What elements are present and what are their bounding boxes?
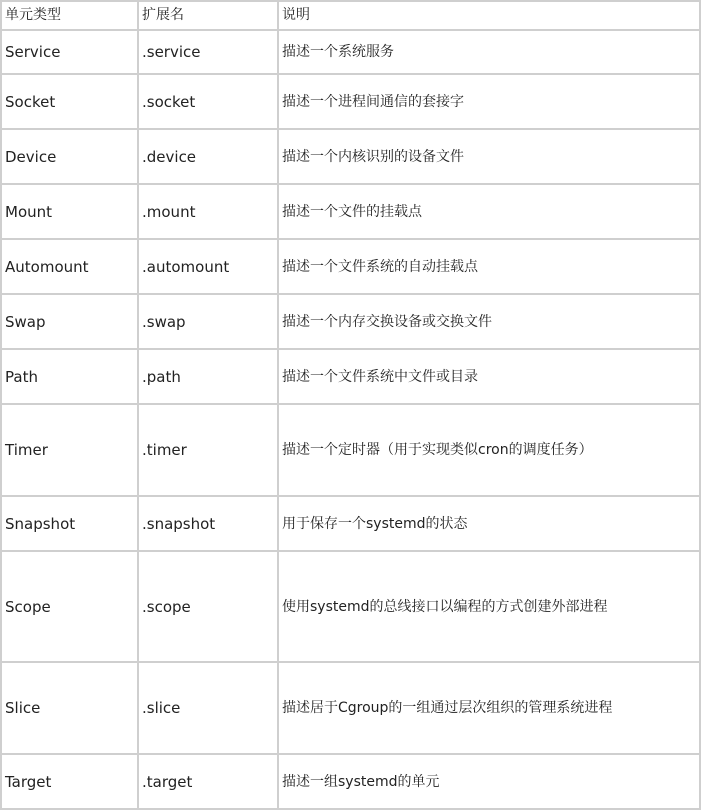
description-cell: 描述一组systemd的单元 (278, 754, 700, 809)
table-row (1, 129, 700, 184)
table-header-row (1, 1, 700, 30)
unit-type-cell: Snapshot (1, 496, 138, 551)
extension-cell: .socket (138, 74, 278, 129)
unit-type-cell: Device (1, 129, 138, 184)
description-cell: 描述一个系统服务 (278, 30, 700, 74)
description-cell: 描述一个文件的挂载点 (278, 184, 700, 239)
unit-type-cell: Slice (1, 662, 138, 754)
unit-type-cell: Timer (1, 404, 138, 496)
extension-cell: .path (138, 349, 278, 404)
description-cell: 使用systemd的总线接口以编程的方式创建外部进程 (278, 551, 700, 662)
table-row (1, 349, 700, 404)
table-row (1, 184, 700, 239)
description-cell: 描述一个内核识别的设备文件 (278, 129, 700, 184)
extension-cell: .scope (138, 551, 278, 662)
description-cell: 描述居于Cgroup的一组通过层次组织的管理系统进程 (278, 662, 700, 754)
table-row (1, 74, 700, 129)
table-row (1, 239, 700, 294)
description-cell: 描述一个进程间通信的套接字 (278, 74, 700, 129)
extension-cell: .swap (138, 294, 278, 349)
extension-cell: .timer (138, 404, 278, 496)
table-row (1, 496, 700, 551)
extension-cell: .snapshot (138, 496, 278, 551)
unit-type-cell: Target (1, 754, 138, 809)
extension-cell: .device (138, 129, 278, 184)
description-cell: 描述一个文件系统的自动挂载点 (278, 239, 700, 294)
description-cell: 描述一个内存交换设备或交换文件 (278, 294, 700, 349)
table-row (1, 30, 700, 74)
extension-cell: .mount (138, 184, 278, 239)
extension-cell: .automount (138, 239, 278, 294)
description-cell: 用于保存一个systemd的状态 (278, 496, 700, 551)
extension-cell: .target (138, 754, 278, 809)
unit-type-cell: Path (1, 349, 138, 404)
description-cell: 描述一个文件系统中文件或目录 (278, 349, 700, 404)
unit-type-cell: Mount (1, 184, 138, 239)
table-row (1, 551, 700, 662)
header-description: 说明 (278, 1, 700, 30)
extension-cell: .service (138, 30, 278, 74)
unit-type-cell: Service (1, 30, 138, 74)
description-cell: 描述一个定时器（用于实现类似cron的调度任务） (278, 404, 700, 496)
header-unit-type: 单元类型 (1, 1, 138, 30)
unit-type-cell: Scope (1, 551, 138, 662)
unit-type-cell: Swap (1, 294, 138, 349)
extension-cell: .slice (138, 662, 278, 754)
table-row (1, 294, 700, 349)
unit-type-cell: Socket (1, 74, 138, 129)
table-row (1, 404, 700, 496)
unit-type-cell: Automount (1, 239, 138, 294)
header-extension: 扩展名 (138, 1, 278, 30)
table-row (1, 662, 700, 754)
